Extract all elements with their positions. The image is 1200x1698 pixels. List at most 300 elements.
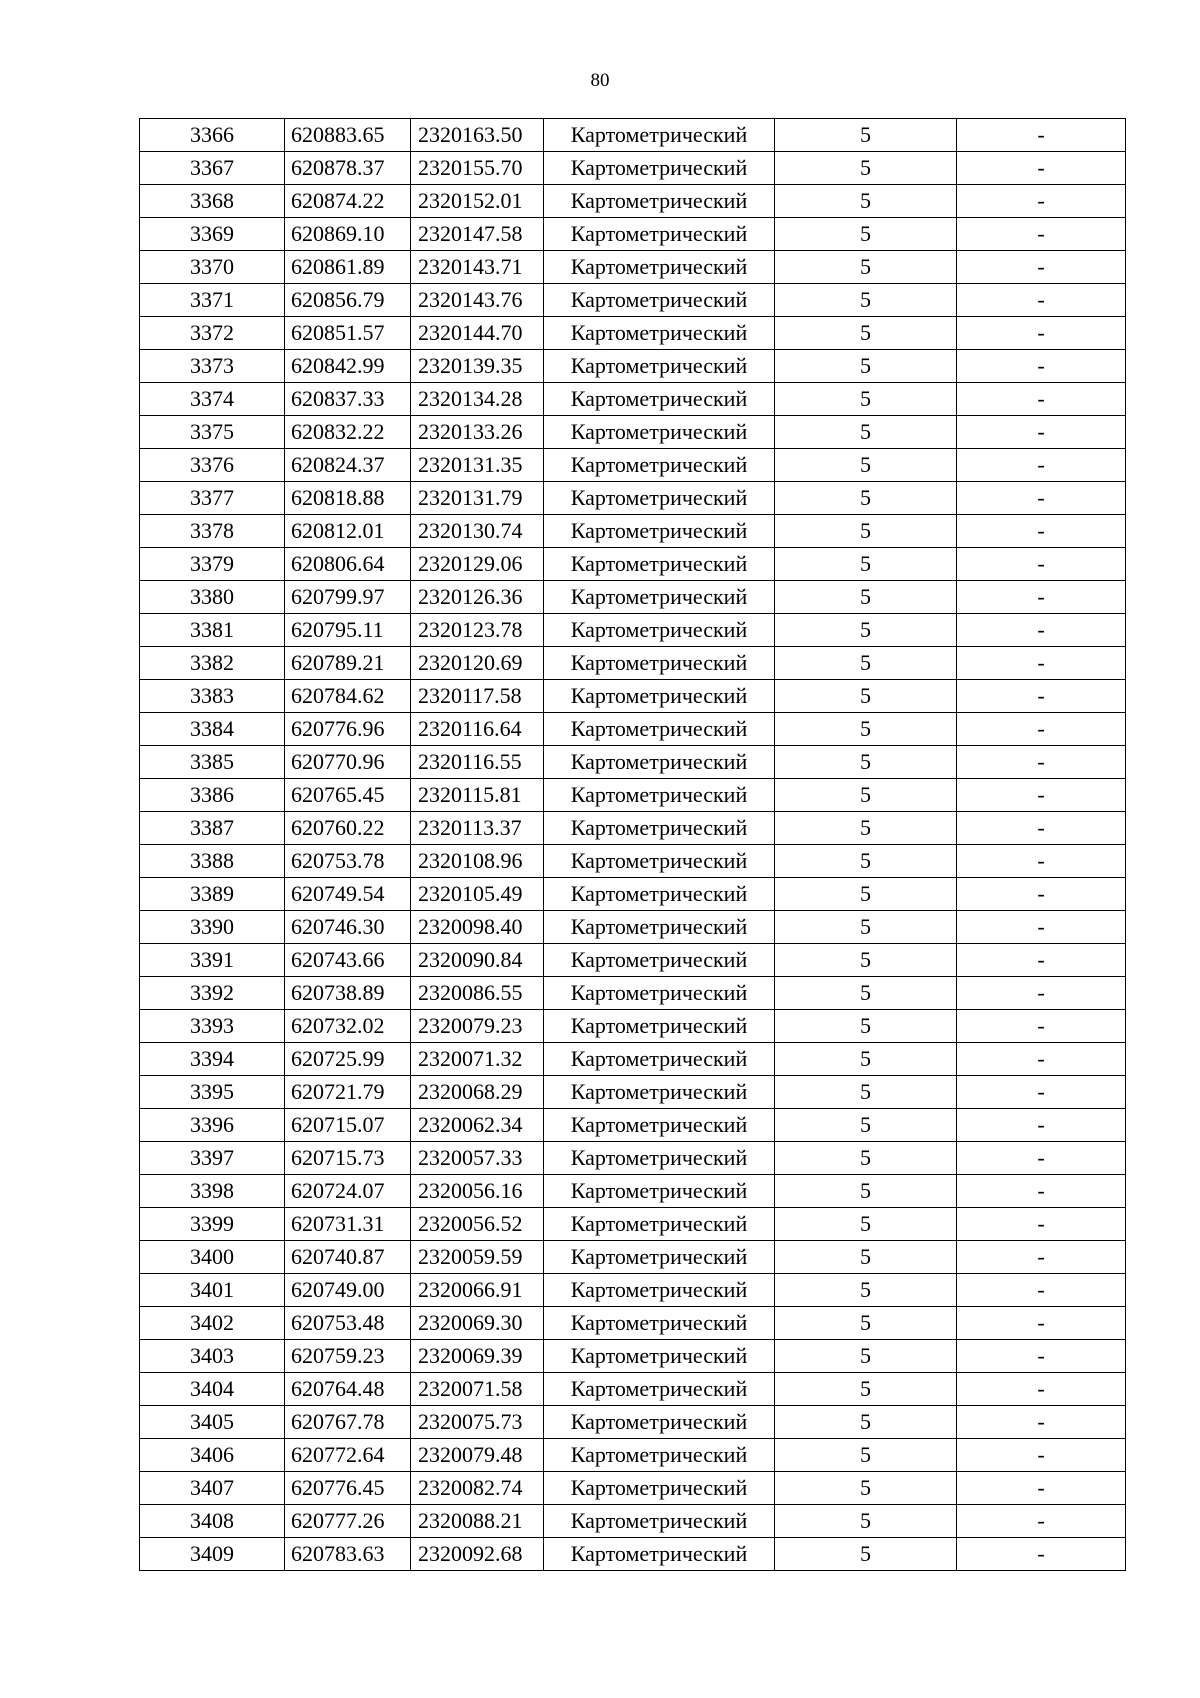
point-number-cell: 3403 — [140, 1340, 285, 1373]
coordinate-y-cell: 2320155.70 — [411, 152, 544, 185]
note-cell: - — [957, 152, 1126, 185]
note-cell: - — [957, 1307, 1126, 1340]
point-number-cell: 3379 — [140, 548, 285, 581]
note-cell: - — [957, 1109, 1126, 1142]
point-number-cell: 3388 — [140, 845, 285, 878]
method-cell: Картометрический — [544, 317, 775, 350]
coordinate-x-cell: 620765.45 — [285, 779, 411, 812]
note-cell: - — [957, 416, 1126, 449]
accuracy-cell: 5 — [775, 1505, 957, 1538]
method-cell: Картометрический — [544, 251, 775, 284]
coordinate-x-cell: 620725.99 — [285, 1043, 411, 1076]
point-number-cell: 3396 — [140, 1109, 285, 1142]
accuracy-cell: 5 — [775, 1307, 957, 1340]
coordinate-y-cell: 2320116.64 — [411, 713, 544, 746]
table-row — [140, 185, 1126, 218]
coordinate-x-cell: 620746.30 — [285, 911, 411, 944]
method-cell: Картометрический — [544, 845, 775, 878]
accuracy-cell: 5 — [775, 1109, 957, 1142]
method-cell: Картометрический — [544, 1373, 775, 1406]
coordinate-x-cell: 620715.07 — [285, 1109, 411, 1142]
note-cell: - — [957, 350, 1126, 383]
point-number-cell: 3370 — [140, 251, 285, 284]
note-cell: - — [957, 119, 1126, 152]
coordinates-table — [139, 118, 1126, 1571]
point-number-cell: 3398 — [140, 1175, 285, 1208]
coordinate-y-cell: 2320143.71 — [411, 251, 544, 284]
method-cell: Картометрический — [544, 548, 775, 581]
coordinate-x-cell: 620721.79 — [285, 1076, 411, 1109]
note-cell: - — [957, 218, 1126, 251]
accuracy-cell: 5 — [775, 1076, 957, 1109]
point-number-cell: 3369 — [140, 218, 285, 251]
method-cell: Картометрический — [544, 779, 775, 812]
accuracy-cell: 5 — [775, 152, 957, 185]
table-row — [140, 350, 1126, 383]
table-row — [140, 383, 1126, 416]
method-cell: Картометрический — [544, 1406, 775, 1439]
point-number-cell: 3382 — [140, 647, 285, 680]
note-cell: - — [957, 1472, 1126, 1505]
coordinate-y-cell: 2320056.16 — [411, 1175, 544, 1208]
coordinate-y-cell: 2320139.35 — [411, 350, 544, 383]
accuracy-cell: 5 — [775, 977, 957, 1010]
coordinate-y-cell: 2320082.74 — [411, 1472, 544, 1505]
accuracy-cell: 5 — [775, 746, 957, 779]
coordinate-y-cell: 2320079.48 — [411, 1439, 544, 1472]
point-number-cell: 3389 — [140, 878, 285, 911]
table-row — [140, 548, 1126, 581]
point-number-cell: 3385 — [140, 746, 285, 779]
note-cell: - — [957, 1505, 1126, 1538]
point-number-cell: 3374 — [140, 383, 285, 416]
method-cell: Картометрический — [544, 1109, 775, 1142]
note-cell: - — [957, 1076, 1126, 1109]
method-cell: Картометрический — [544, 1538, 775, 1571]
table-row — [140, 1142, 1126, 1175]
coordinate-y-cell: 2320130.74 — [411, 515, 544, 548]
table-row — [140, 779, 1126, 812]
coordinate-y-cell: 2320163.50 — [411, 119, 544, 152]
coordinate-x-cell: 620749.00 — [285, 1274, 411, 1307]
accuracy-cell: 5 — [775, 449, 957, 482]
table-row — [140, 1010, 1126, 1043]
table-row — [140, 1538, 1126, 1571]
table-row — [140, 1406, 1126, 1439]
coordinate-y-cell: 2320090.84 — [411, 944, 544, 977]
point-number-cell: 3394 — [140, 1043, 285, 1076]
method-cell: Картометрический — [544, 1505, 775, 1538]
method-cell: Картометрический — [544, 185, 775, 218]
method-cell: Картометрический — [544, 1307, 775, 1340]
note-cell: - — [957, 284, 1126, 317]
accuracy-cell: 5 — [775, 1241, 957, 1274]
method-cell: Картометрический — [544, 1175, 775, 1208]
coordinate-y-cell: 2320131.35 — [411, 449, 544, 482]
point-number-cell: 3366 — [140, 119, 285, 152]
table-row — [140, 581, 1126, 614]
coordinate-x-cell: 620861.89 — [285, 251, 411, 284]
point-number-cell: 3377 — [140, 482, 285, 515]
note-cell: - — [957, 317, 1126, 350]
point-number-cell: 3397 — [140, 1142, 285, 1175]
accuracy-cell: 5 — [775, 350, 957, 383]
table-row — [140, 1175, 1126, 1208]
coordinate-y-cell: 2320098.40 — [411, 911, 544, 944]
accuracy-cell: 5 — [775, 1175, 957, 1208]
table-row — [140, 416, 1126, 449]
table-row — [140, 1439, 1126, 1472]
point-number-cell: 3368 — [140, 185, 285, 218]
coordinate-y-cell: 2320075.73 — [411, 1406, 544, 1439]
method-cell: Картометрический — [544, 911, 775, 944]
accuracy-cell: 5 — [775, 878, 957, 911]
coordinate-y-cell: 2320152.01 — [411, 185, 544, 218]
point-number-cell: 3392 — [140, 977, 285, 1010]
method-cell: Картометрический — [544, 383, 775, 416]
method-cell: Картометрический — [544, 218, 775, 251]
accuracy-cell: 5 — [775, 944, 957, 977]
table-row — [140, 317, 1126, 350]
method-cell: Картометрический — [544, 812, 775, 845]
method-cell: Картометрический — [544, 1472, 775, 1505]
coordinate-y-cell: 2320062.34 — [411, 1109, 544, 1142]
table-row — [140, 1472, 1126, 1505]
accuracy-cell: 5 — [775, 1406, 957, 1439]
coordinate-y-cell: 2320071.58 — [411, 1373, 544, 1406]
coordinate-x-cell: 620776.96 — [285, 713, 411, 746]
coordinate-x-cell: 620776.45 — [285, 1472, 411, 1505]
table-row — [140, 614, 1126, 647]
accuracy-cell: 5 — [775, 482, 957, 515]
accuracy-cell: 5 — [775, 416, 957, 449]
note-cell: - — [957, 1439, 1126, 1472]
table-row — [140, 218, 1126, 251]
accuracy-cell: 5 — [775, 515, 957, 548]
table-row — [140, 911, 1126, 944]
accuracy-cell: 5 — [775, 812, 957, 845]
note-cell: - — [957, 713, 1126, 746]
coordinate-x-cell: 620851.57 — [285, 317, 411, 350]
method-cell: Картометрический — [544, 647, 775, 680]
coordinate-x-cell: 620789.21 — [285, 647, 411, 680]
method-cell: Картометрический — [544, 416, 775, 449]
accuracy-cell: 5 — [775, 1274, 957, 1307]
coordinate-x-cell: 620732.02 — [285, 1010, 411, 1043]
point-number-cell: 3399 — [140, 1208, 285, 1241]
coordinate-x-cell: 620832.22 — [285, 416, 411, 449]
coordinate-x-cell: 620770.96 — [285, 746, 411, 779]
point-number-cell: 3383 — [140, 680, 285, 713]
point-number-cell: 3372 — [140, 317, 285, 350]
note-cell: - — [957, 548, 1126, 581]
point-number-cell: 3402 — [140, 1307, 285, 1340]
coordinate-y-cell: 2320120.69 — [411, 647, 544, 680]
point-number-cell: 3393 — [140, 1010, 285, 1043]
coordinate-x-cell: 620777.26 — [285, 1505, 411, 1538]
point-number-cell: 3367 — [140, 152, 285, 185]
point-number-cell: 3380 — [140, 581, 285, 614]
method-cell: Картометрический — [544, 1043, 775, 1076]
coordinate-y-cell: 2320059.59 — [411, 1241, 544, 1274]
table-row — [140, 713, 1126, 746]
coordinate-x-cell: 620753.48 — [285, 1307, 411, 1340]
method-cell: Картометрический — [544, 449, 775, 482]
method-cell: Картометрический — [544, 977, 775, 1010]
coordinate-x-cell: 620760.22 — [285, 812, 411, 845]
table-row — [140, 878, 1126, 911]
coordinate-x-cell: 620753.78 — [285, 845, 411, 878]
note-cell: - — [957, 515, 1126, 548]
coordinate-y-cell: 2320144.70 — [411, 317, 544, 350]
point-number-cell: 3378 — [140, 515, 285, 548]
table-row — [140, 1109, 1126, 1142]
coordinate-x-cell: 620767.78 — [285, 1406, 411, 1439]
accuracy-cell: 5 — [775, 680, 957, 713]
note-cell: - — [957, 1010, 1126, 1043]
coordinate-x-cell: 620799.97 — [285, 581, 411, 614]
point-number-cell: 3373 — [140, 350, 285, 383]
coordinate-x-cell: 620874.22 — [285, 185, 411, 218]
note-cell: - — [957, 1142, 1126, 1175]
method-cell: Картометрический — [544, 119, 775, 152]
note-cell: - — [957, 944, 1126, 977]
coordinate-y-cell: 2320066.91 — [411, 1274, 544, 1307]
point-number-cell: 3401 — [140, 1274, 285, 1307]
coordinate-x-cell: 620795.11 — [285, 614, 411, 647]
coordinate-x-cell: 620743.66 — [285, 944, 411, 977]
table-row — [140, 449, 1126, 482]
method-cell: Картометрический — [544, 581, 775, 614]
note-cell: - — [957, 1241, 1126, 1274]
coordinate-x-cell: 620883.65 — [285, 119, 411, 152]
method-cell: Картометрический — [544, 1241, 775, 1274]
coordinate-y-cell: 2320116.55 — [411, 746, 544, 779]
coordinate-x-cell: 620856.79 — [285, 284, 411, 317]
point-number-cell: 3376 — [140, 449, 285, 482]
coordinate-y-cell: 2320088.21 — [411, 1505, 544, 1538]
accuracy-cell: 5 — [775, 1208, 957, 1241]
note-cell: - — [957, 383, 1126, 416]
note-cell: - — [957, 845, 1126, 878]
coordinate-x-cell: 620784.62 — [285, 680, 411, 713]
table-row — [140, 1043, 1126, 1076]
method-cell: Картометрический — [544, 746, 775, 779]
table-row — [140, 1274, 1126, 1307]
method-cell: Картометрический — [544, 482, 775, 515]
note-cell: - — [957, 1340, 1126, 1373]
coordinate-x-cell: 620806.64 — [285, 548, 411, 581]
coordinate-y-cell: 2320071.32 — [411, 1043, 544, 1076]
accuracy-cell: 5 — [775, 317, 957, 350]
coordinate-y-cell: 2320143.76 — [411, 284, 544, 317]
accuracy-cell: 5 — [775, 614, 957, 647]
note-cell: - — [957, 812, 1126, 845]
method-cell: Картометрический — [544, 284, 775, 317]
coordinate-x-cell: 620783.63 — [285, 1538, 411, 1571]
method-cell: Картометрический — [544, 515, 775, 548]
accuracy-cell: 5 — [775, 119, 957, 152]
accuracy-cell: 5 — [775, 251, 957, 284]
method-cell: Картометрический — [544, 1010, 775, 1043]
coordinate-y-cell: 2320113.37 — [411, 812, 544, 845]
note-cell: - — [957, 581, 1126, 614]
note-cell: - — [957, 977, 1126, 1010]
coordinate-y-cell: 2320131.79 — [411, 482, 544, 515]
coordinate-x-cell: 620869.10 — [285, 218, 411, 251]
coordinate-x-cell: 620724.07 — [285, 1175, 411, 1208]
coordinate-y-cell: 2320068.29 — [411, 1076, 544, 1109]
point-number-cell: 3407 — [140, 1472, 285, 1505]
table-row — [140, 647, 1126, 680]
point-number-cell: 3395 — [140, 1076, 285, 1109]
coordinate-x-cell: 620764.48 — [285, 1373, 411, 1406]
table-row — [140, 845, 1126, 878]
method-cell: Картометрический — [544, 1274, 775, 1307]
accuracy-cell: 5 — [775, 548, 957, 581]
table-row — [140, 977, 1126, 1010]
table-row — [140, 680, 1126, 713]
coordinate-y-cell: 2320133.26 — [411, 416, 544, 449]
table-row — [140, 119, 1126, 152]
accuracy-cell: 5 — [775, 647, 957, 680]
accuracy-cell: 5 — [775, 713, 957, 746]
point-number-cell: 3408 — [140, 1505, 285, 1538]
table-row — [140, 1241, 1126, 1274]
coordinate-y-cell: 2320108.96 — [411, 845, 544, 878]
method-cell: Картометрический — [544, 1340, 775, 1373]
accuracy-cell: 5 — [775, 779, 957, 812]
coordinate-x-cell: 620772.64 — [285, 1439, 411, 1472]
table-row — [140, 1076, 1126, 1109]
accuracy-cell: 5 — [775, 1373, 957, 1406]
point-number-cell: 3386 — [140, 779, 285, 812]
coordinate-x-cell: 620878.37 — [285, 152, 411, 185]
accuracy-cell: 5 — [775, 1340, 957, 1373]
note-cell: - — [957, 1406, 1126, 1439]
coordinate-y-cell: 2320056.52 — [411, 1208, 544, 1241]
point-number-cell: 3409 — [140, 1538, 285, 1571]
note-cell: - — [957, 911, 1126, 944]
table-row — [140, 251, 1126, 284]
coordinate-y-cell: 2320123.78 — [411, 614, 544, 647]
accuracy-cell: 5 — [775, 845, 957, 878]
table-row — [140, 515, 1126, 548]
page-number: 80 — [590, 70, 610, 91]
note-cell: - — [957, 1175, 1126, 1208]
accuracy-cell: 5 — [775, 383, 957, 416]
note-cell: - — [957, 647, 1126, 680]
note-cell: - — [957, 680, 1126, 713]
coordinate-y-cell: 2320147.58 — [411, 218, 544, 251]
coordinate-x-cell: 620731.31 — [285, 1208, 411, 1241]
method-cell: Картометрический — [544, 878, 775, 911]
method-cell: Картометрический — [544, 152, 775, 185]
point-number-cell: 3384 — [140, 713, 285, 746]
coordinate-y-cell: 2320086.55 — [411, 977, 544, 1010]
accuracy-cell: 5 — [775, 911, 957, 944]
accuracy-cell: 5 — [775, 1472, 957, 1505]
method-cell: Картометрический — [544, 944, 775, 977]
coordinate-y-cell: 2320117.58 — [411, 680, 544, 713]
coordinate-y-cell: 2320057.33 — [411, 1142, 544, 1175]
coordinate-x-cell: 620818.88 — [285, 482, 411, 515]
accuracy-cell: 5 — [775, 185, 957, 218]
point-number-cell: 3391 — [140, 944, 285, 977]
table-row — [140, 944, 1126, 977]
note-cell: - — [957, 251, 1126, 284]
accuracy-cell: 5 — [775, 284, 957, 317]
note-cell: - — [957, 779, 1126, 812]
coordinate-y-cell: 2320115.81 — [411, 779, 544, 812]
point-number-cell: 3406 — [140, 1439, 285, 1472]
table-row — [140, 812, 1126, 845]
coordinate-x-cell: 620837.33 — [285, 383, 411, 416]
coordinate-y-cell: 2320134.28 — [411, 383, 544, 416]
coordinate-x-cell: 620715.73 — [285, 1142, 411, 1175]
note-cell: - — [957, 614, 1126, 647]
coordinate-y-cell: 2320105.49 — [411, 878, 544, 911]
coordinate-y-cell: 2320069.39 — [411, 1340, 544, 1373]
coordinates-table-body — [140, 119, 1126, 1571]
method-cell: Картометрический — [544, 1142, 775, 1175]
point-number-cell: 3405 — [140, 1406, 285, 1439]
coordinate-y-cell: 2320126.36 — [411, 581, 544, 614]
method-cell: Картометрический — [544, 350, 775, 383]
coordinate-y-cell: 2320069.30 — [411, 1307, 544, 1340]
accuracy-cell: 5 — [775, 1043, 957, 1076]
accuracy-cell: 5 — [775, 218, 957, 251]
note-cell: - — [957, 878, 1126, 911]
note-cell: - — [957, 185, 1126, 218]
method-cell: Картометрический — [544, 614, 775, 647]
method-cell: Картометрический — [544, 1439, 775, 1472]
table-row — [140, 152, 1126, 185]
table-row — [140, 1505, 1126, 1538]
note-cell: - — [957, 746, 1126, 779]
note-cell: - — [957, 482, 1126, 515]
note-cell: - — [957, 1208, 1126, 1241]
note-cell: - — [957, 1274, 1126, 1307]
note-cell: - — [957, 1043, 1126, 1076]
coordinate-x-cell: 620824.37 — [285, 449, 411, 482]
accuracy-cell: 5 — [775, 1538, 957, 1571]
note-cell: - — [957, 449, 1126, 482]
point-number-cell: 3404 — [140, 1373, 285, 1406]
coordinate-x-cell: 620812.01 — [285, 515, 411, 548]
table-row — [140, 1208, 1126, 1241]
coordinate-y-cell: 2320079.23 — [411, 1010, 544, 1043]
accuracy-cell: 5 — [775, 1010, 957, 1043]
coordinate-y-cell: 2320092.68 — [411, 1538, 544, 1571]
point-number-cell: 3381 — [140, 614, 285, 647]
method-cell: Картометрический — [544, 680, 775, 713]
coordinate-x-cell: 620842.99 — [285, 350, 411, 383]
point-number-cell: 3400 — [140, 1241, 285, 1274]
coordinate-x-cell: 620740.87 — [285, 1241, 411, 1274]
coordinate-x-cell: 620759.23 — [285, 1340, 411, 1373]
point-number-cell: 3375 — [140, 416, 285, 449]
table-row — [140, 1307, 1126, 1340]
table-row — [140, 746, 1126, 779]
coordinate-y-cell: 2320129.06 — [411, 548, 544, 581]
method-cell: Картометрический — [544, 1208, 775, 1241]
accuracy-cell: 5 — [775, 1439, 957, 1472]
accuracy-cell: 5 — [775, 1142, 957, 1175]
coordinate-x-cell: 620749.54 — [285, 878, 411, 911]
method-cell: Картометрический — [544, 1076, 775, 1109]
method-cell: Картометрический — [544, 713, 775, 746]
